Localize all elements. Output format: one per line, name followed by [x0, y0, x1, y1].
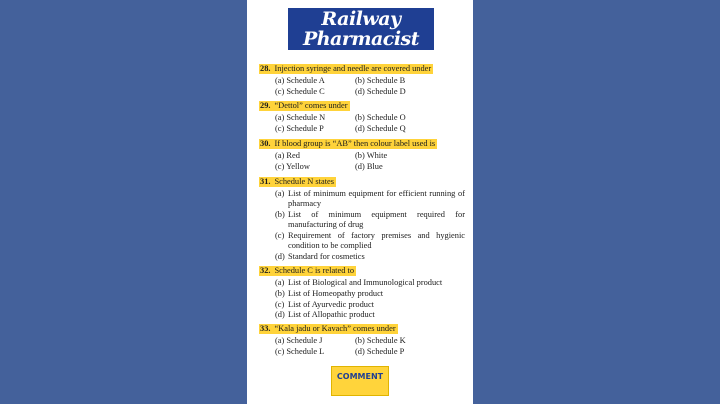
option-a: (a) Schedule J: [275, 336, 323, 345]
question-number: 30.: [260, 139, 271, 148]
question-number: 28.: [260, 64, 271, 73]
question-number: 31.: [260, 177, 271, 186]
option-a: (a) Schedule N: [275, 113, 326, 122]
question-stem: [259, 139, 437, 149]
question-stem: [259, 177, 336, 187]
question-29: [259, 101, 465, 134]
option-d: (d) Schedule P: [355, 346, 405, 356]
question-stem: [259, 324, 398, 334]
question-text: “Dettol” comes under: [274, 101, 348, 110]
option-label: (b): [275, 210, 285, 219]
option-b: (b) Schedule B: [355, 76, 406, 85]
question-text: Schedule N states: [274, 177, 335, 186]
option-d: (d) Schedule D: [355, 86, 406, 96]
option-c: (c) Schedule P: [275, 123, 324, 133]
option-label: (c): [275, 299, 285, 309]
question-stem: [259, 101, 350, 111]
brand-line-1: Railway: [321, 8, 401, 30]
option-c: [275, 300, 465, 310]
document-page: [247, 0, 473, 404]
option-c: (c) Schedule C: [275, 86, 325, 96]
option-text: List of Homeopathy product: [288, 288, 384, 298]
option-d: [275, 252, 465, 262]
question-32: [259, 266, 465, 321]
options-grid: [259, 76, 465, 97]
option-d: [275, 310, 465, 320]
option-text: List of minimum equipment required for manufacturing of drug: [288, 210, 465, 230]
question-30: [259, 139, 465, 172]
option-a: [275, 278, 465, 288]
options-grid: [259, 151, 465, 172]
option-d: (d) Blue: [355, 161, 383, 171]
question-33: [259, 324, 465, 357]
option-text: Standard for cosmetics: [288, 252, 365, 261]
option-a: (a) Schedule A: [275, 76, 325, 85]
option-c: (c) Yellow: [275, 161, 310, 171]
option-label: (b): [275, 288, 285, 298]
comment-button[interactable]: COMMENT: [331, 366, 389, 396]
option-b: (b) Schedule K: [355, 336, 406, 345]
options-list: [259, 278, 465, 321]
option-c: (c) Schedule L: [275, 346, 325, 356]
option-b: [275, 210, 465, 230]
option-text: List of Allopathic product: [288, 310, 375, 320]
question-stem: [259, 64, 433, 74]
right-background: [473, 0, 720, 404]
question-number: 29.: [260, 101, 271, 110]
question-number: 33.: [260, 324, 271, 333]
brand-line-2: Pharmacist: [302, 28, 420, 50]
option-a: [275, 189, 465, 209]
question-number: 32.: [260, 266, 271, 275]
question-text: If blood group is “AB” then colour label used is: [274, 139, 436, 148]
option-b: [275, 289, 465, 299]
brand-logo: [288, 8, 434, 50]
option-label: (a): [275, 189, 285, 198]
question-text: Schedule C is related to: [274, 266, 355, 275]
option-c: [275, 231, 465, 251]
question-text: Injection syringe and needle are covered under: [274, 64, 432, 73]
option-text: List of Ayurvedic product: [288, 299, 374, 309]
options-list: [259, 189, 465, 262]
option-text: Requirement of factory premises and hygienic condition to be complied: [288, 231, 465, 251]
option-text: List of minimum equipment for efficient running of pharmacy: [288, 189, 465, 209]
option-d: (d) Schedule Q: [355, 123, 406, 133]
option-b: (b) White: [355, 151, 388, 160]
option-label: (c): [275, 231, 285, 240]
left-background: [0, 0, 247, 404]
option-a: (a) Red: [275, 151, 300, 160]
options-grid: [259, 113, 465, 134]
question-28: [259, 64, 465, 97]
option-b: (b) Schedule O: [355, 113, 406, 122]
option-label: (d): [275, 252, 285, 261]
option-label: (a): [275, 278, 285, 287]
options-grid: [259, 336, 465, 357]
question-stem: [259, 266, 356, 276]
question-text: “Kala jadu or Kavach” comes under: [274, 324, 396, 333]
question-31: [259, 177, 465, 263]
option-label: (d): [275, 310, 285, 320]
option-text: List of Biological and Immunological product: [288, 278, 443, 287]
